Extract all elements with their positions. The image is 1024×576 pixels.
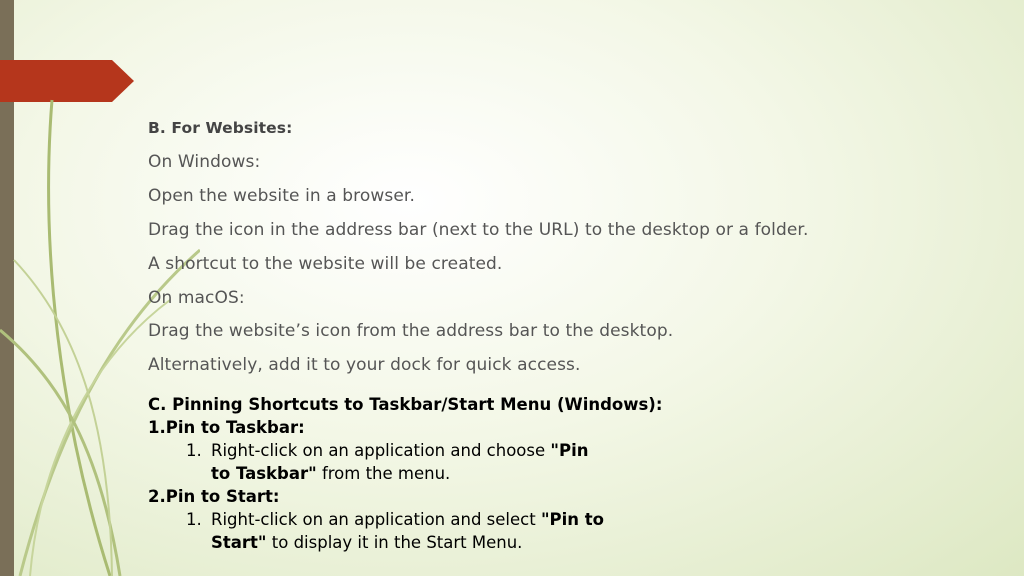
pin-taskbar-title: 1.Pin to Taskbar: (148, 418, 305, 437)
list-item-text: Right-click on an application and choose "Pin (211, 441, 589, 460)
list-item-text-cont: to Taskbar" from the menu. (211, 464, 451, 483)
section-b-heading: B. For Websites: (148, 119, 293, 137)
text-line: On Windows: (148, 152, 261, 172)
text-line: On macOS: (148, 288, 245, 308)
list-number: 1. (186, 441, 202, 460)
text-line: Open the website in a browser. (148, 186, 415, 206)
text-line: Alternatively, add it to your dock for quick access. (148, 355, 581, 375)
text-line: Drag the icon in the address bar (next to the URL) to the desktop or a folder. (148, 220, 809, 240)
text-line: A shortcut to the website will be created. (148, 254, 503, 274)
pin-start-title: 2.Pin to Start: (148, 487, 280, 506)
list-item-text: Right-click on an application and select "Pin to (211, 510, 605, 529)
section-c-heading: C. Pinning Shortcuts to Taskbar/Start Menu (Windows): (148, 395, 663, 414)
text-line: Drag the website’s icon from the address bar to the desktop. (148, 321, 674, 341)
slide-content (148, 0, 1008, 576)
list-number: 1. (186, 510, 202, 529)
list-item-text-cont: Start" to display it in the Start Menu. (211, 533, 523, 552)
